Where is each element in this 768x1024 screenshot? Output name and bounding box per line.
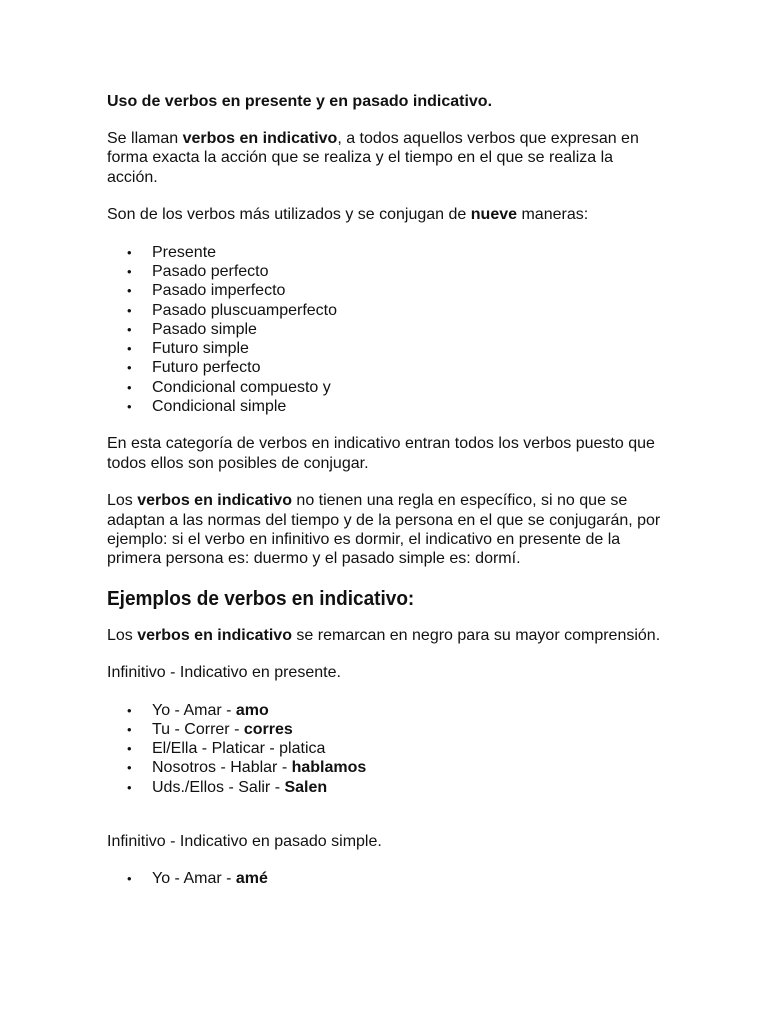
present-example-list (107, 701, 667, 797)
conjugation-intro-paragraph (107, 205, 667, 224)
example-prefix: Yo - Amar - (152, 870, 236, 888)
tense-list-item: • Pasado imperfecto (107, 281, 667, 300)
tense-list (107, 243, 667, 417)
intro-text-start: Se llaman (107, 130, 183, 147)
present-example-item (107, 720, 667, 739)
conjugation-text-start: Son de los verbos más utilizados y se conjugan de (107, 206, 471, 224)
rule-paragraph (107, 491, 667, 569)
tense-list-item: • Futuro perfecto (107, 358, 667, 377)
tense-list-item: • Presente (107, 243, 667, 262)
example-prefix: Tu - Correr - (152, 720, 244, 738)
past-example-item (107, 869, 667, 888)
example-prefix: Yo - Amar - (152, 701, 236, 719)
intro-paragraph (107, 129, 667, 187)
conjugated-verb: amo (235, 701, 269, 719)
section-gap (107, 815, 667, 832)
conjugated-verb: amé (235, 870, 268, 888)
example-prefix: El/Ella - Platicar - platica (152, 740, 326, 758)
present-example-item (107, 701, 667, 720)
examples-intro-end: se remarcan en negro para su mayor comprensión. (291, 626, 661, 644)
present-example-item (107, 778, 667, 797)
document-title: Uso de verbos en presente y en pasado indicativo. (107, 93, 493, 110)
conjugation-bold-count: nueve (470, 206, 518, 224)
past-example-list (107, 869, 667, 888)
present-example-item (107, 739, 667, 758)
examples-intro-paragraph (107, 626, 667, 645)
tense-list-item: • Pasado perfecto (107, 262, 667, 281)
conjugation-text-end: maneras: (517, 206, 589, 224)
example-prefix: Uds./Ellos - Salir - (152, 778, 285, 796)
tense-list-item: • Condicional compuesto y (107, 378, 667, 397)
tense-list-item: • Futuro simple (107, 339, 667, 358)
intro-text-end: , a todos aquellos verbos que expresan en forma exacta la acción que se realiza y el tiempo en el que se realiza la acción. (107, 130, 639, 186)
tense-list-item: • Pasado pluscuamperfecto (107, 301, 667, 320)
examples-intro-start: Los (107, 626, 138, 644)
present-label: Infinitivo - Indicativo en presente. (107, 664, 341, 682)
examples-intro-bold-term: verbos en indicativo (137, 626, 292, 644)
conjugated-verb: hablamos (291, 759, 367, 777)
past-label: Infinitivo - Indicativo en pasado simple. (107, 833, 382, 851)
tense-list-item: • Condicional simple (107, 397, 667, 416)
intro-bold-term: verbos en indicativo (182, 130, 338, 147)
conjugated-verb: corres (243, 720, 293, 738)
conjugated-verb: Salen (284, 778, 328, 796)
category-paragraph: En esta categoría de verbos en indicativo entran todos los verbos puesto que todos ellos son posibles de conjugar. (107, 435, 655, 472)
tense-list-item: • Pasado simple (107, 320, 667, 339)
example-prefix: Nosotros - Hablar - (152, 759, 292, 777)
present-example-item (107, 758, 667, 777)
examples-heading: Ejemplos de verbos en indicativo: (107, 587, 415, 610)
rule-bold-term: verbos en indicativo (137, 492, 292, 510)
rule-text-end: no tienen una regla en específico, si no que se adaptan a las normas del tiempo y de la persona en el que se conjugarán, por ejemplo: si el verbo en infinitivo es dormir, el indicativo en presente de la primera persona es: duermo y el pasado simple es: dormí. (107, 492, 661, 568)
rule-text-start: Los (107, 492, 138, 510)
document-content (107, 92, 667, 907)
